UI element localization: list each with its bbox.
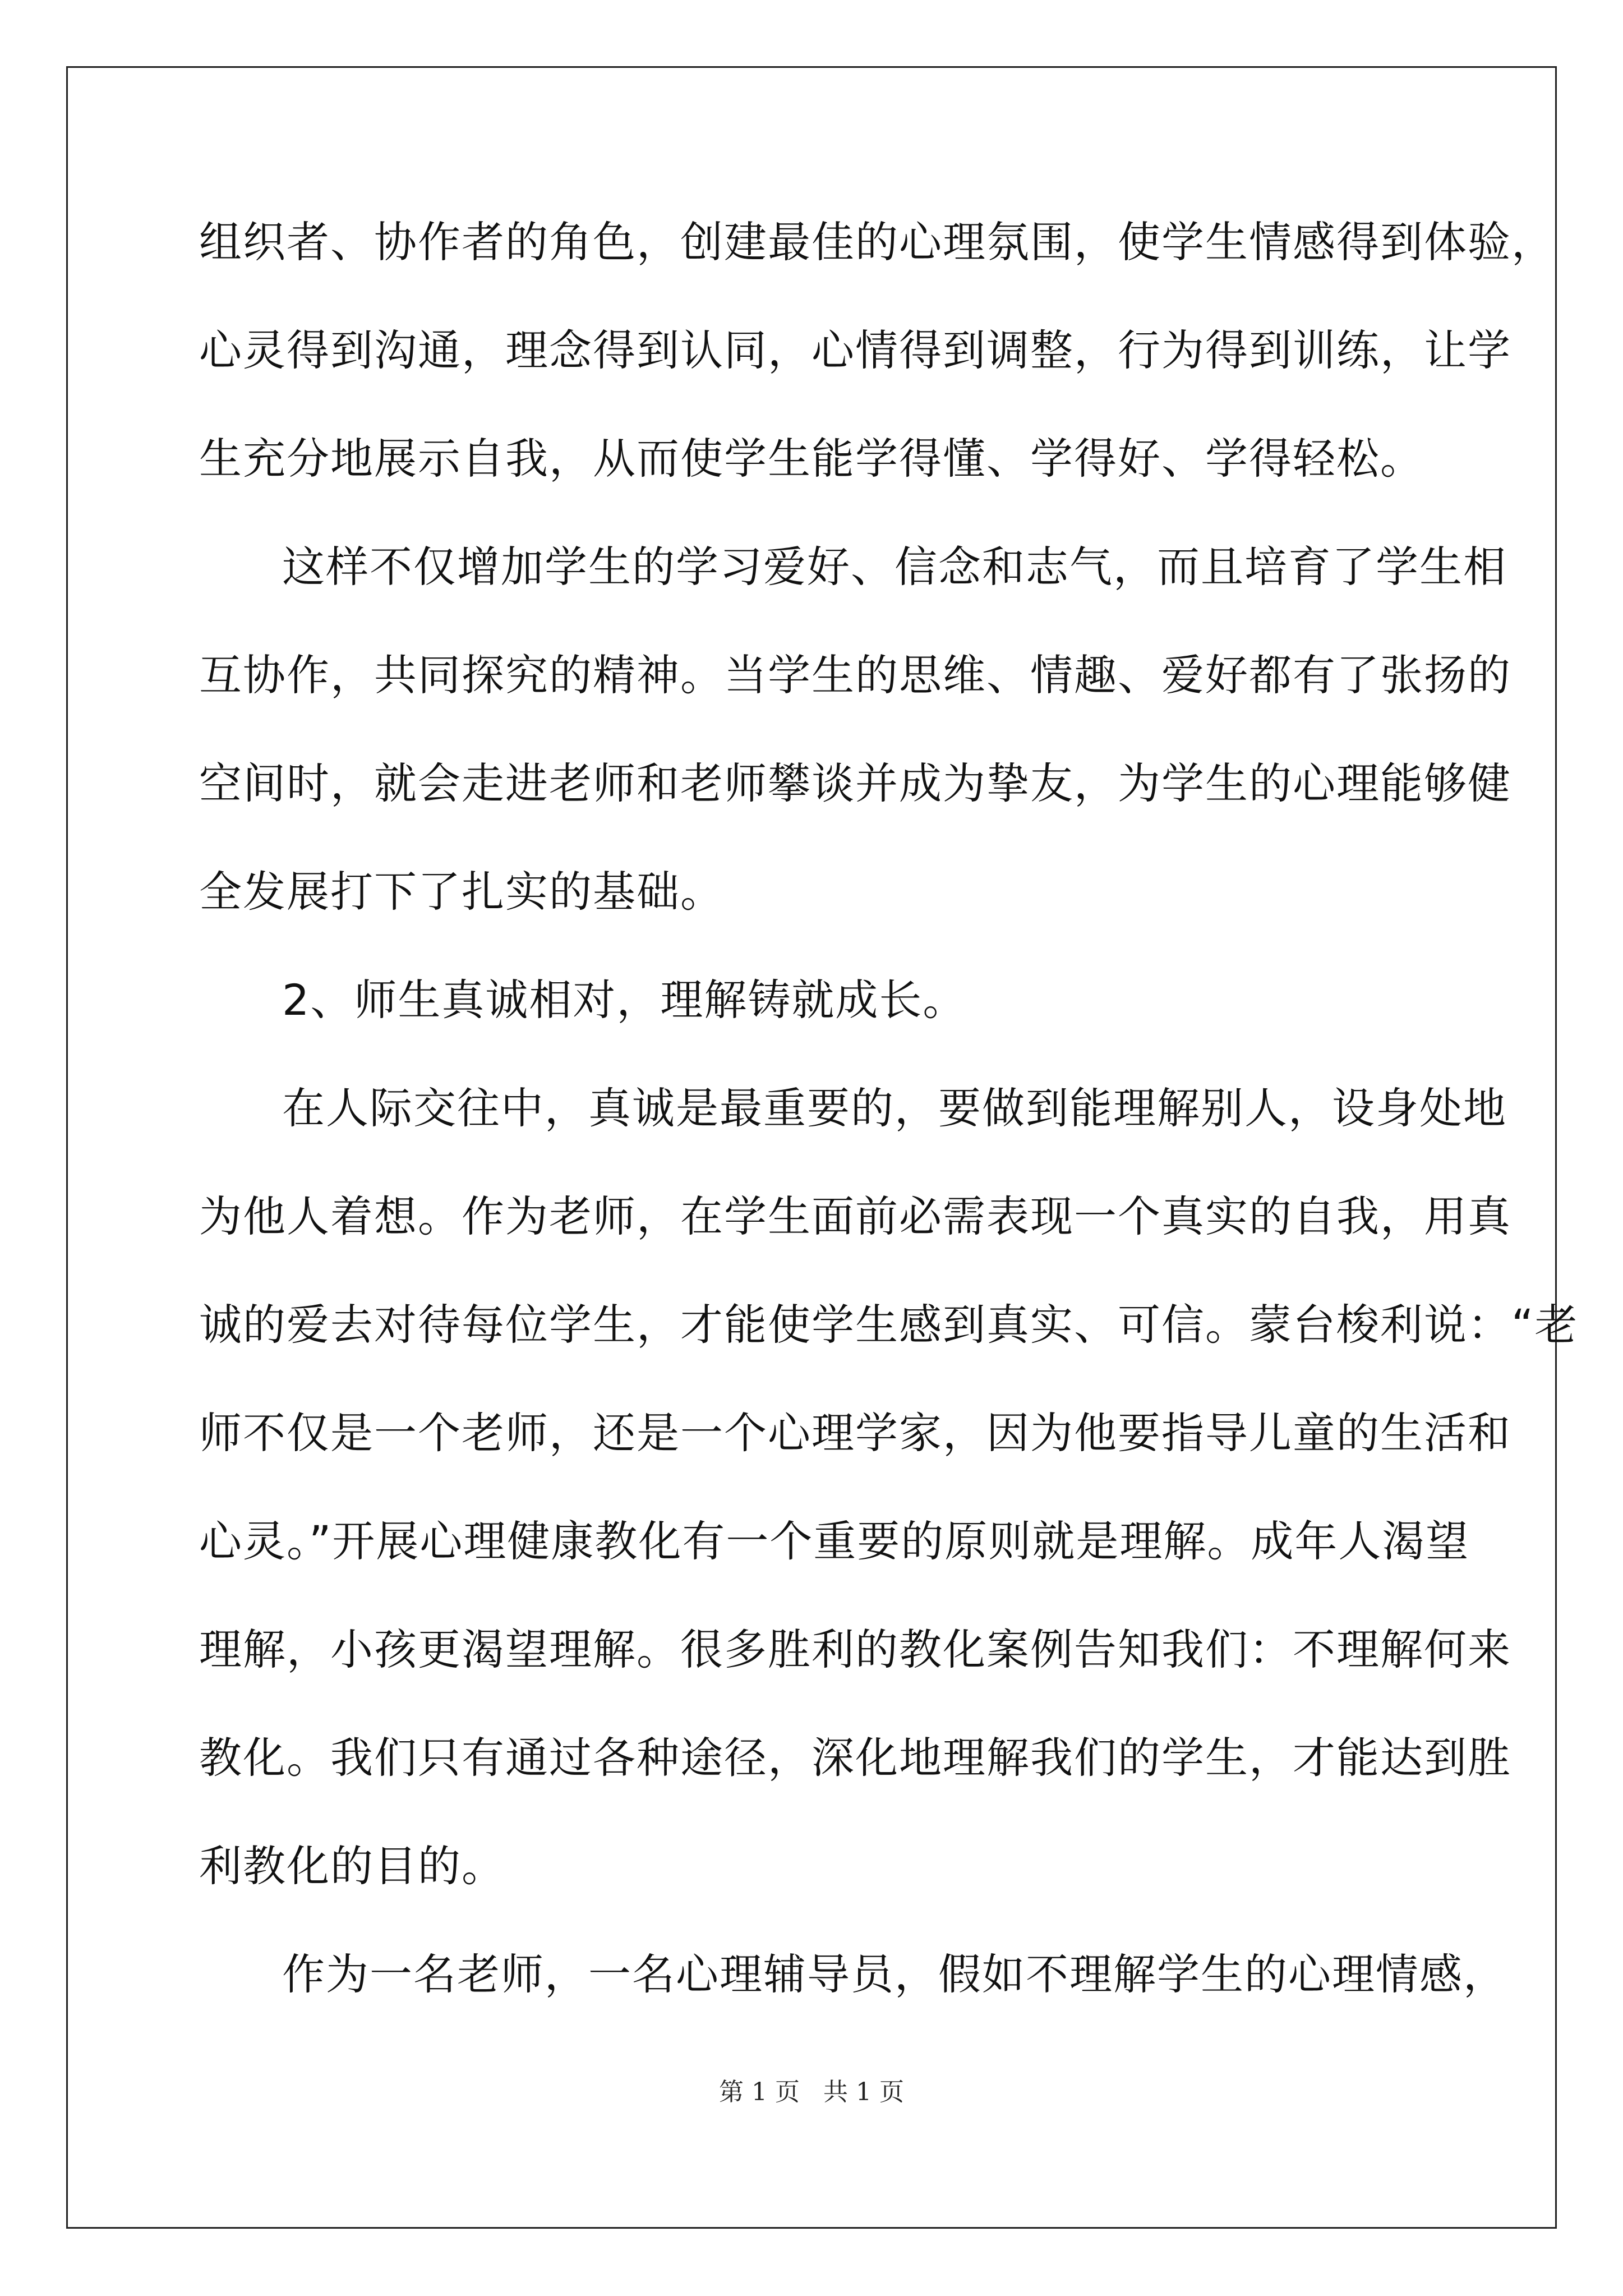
page-footer	[0, 2076, 1623, 2109]
text-line: 诚的爱去对待每位学生，才能使学生感到真实、可信。蒙台梭利说：“老	[199, 1300, 1579, 1350]
text-line: 心灵。”开展心理健康教化有一个重要的原则就是理解。成年人渴望	[199, 1516, 1470, 1566]
text-line: 教化。我们只有通过各种途径，深化地理解我们的学生，才能达到胜	[199, 1733, 1511, 1783]
text-line: 互协作，共同探究的精神。当学生的思维、情趣、爱好都有了张扬的	[199, 650, 1511, 700]
page-border	[66, 66, 1557, 2229]
text-line: 空间时，就会走进老师和老师攀谈并成为挚友，为学生的心理能够健	[199, 758, 1511, 808]
paragraph-start-line: 在人际交往中，真诚是最重要的，要做到能理解别人，设身处地	[282, 1083, 1507, 1133]
text-line: 生充分地展示自我，从而使学生能学得懂、学得好、学得轻松。	[199, 434, 1424, 484]
paragraph-start-line: 这样不仅增加学生的学习爱好、信念和志气，而且培育了学生相	[282, 542, 1507, 592]
page-total: 共 1 页	[823, 2078, 904, 2106]
section-heading: 2、师生真诚相对，理解铸就成长。	[282, 975, 967, 1025]
text-line: 组织者、协作者的角色，创建最佳的心理氛围，使学生情感得到体验，	[199, 217, 1555, 267]
paragraph-start-line: 作为一名老师，一名心理辅导员，假如不理解学生的心理情感，	[282, 1949, 1507, 1999]
text-line: 心灵得到沟通，理念得到认同，心情得到调整，行为得到训练，让学	[199, 325, 1511, 375]
text-line: 理解，小孩更渴望理解。很多胜利的教化案例告知我们：不理解何来	[199, 1625, 1511, 1674]
text-line: 师不仅是一个老师，还是一个心理学家，因为他要指导儿童的生活和	[199, 1408, 1511, 1458]
text-line: 利教化的目的。	[199, 1841, 505, 1891]
text-line: 为他人着想。作为老师，在学生面前必需表现一个真实的自我，用真	[199, 1191, 1511, 1241]
page-number: 第 1 页	[719, 2078, 800, 2106]
text-line: 全发展打下了扎实的基础。	[199, 867, 724, 917]
